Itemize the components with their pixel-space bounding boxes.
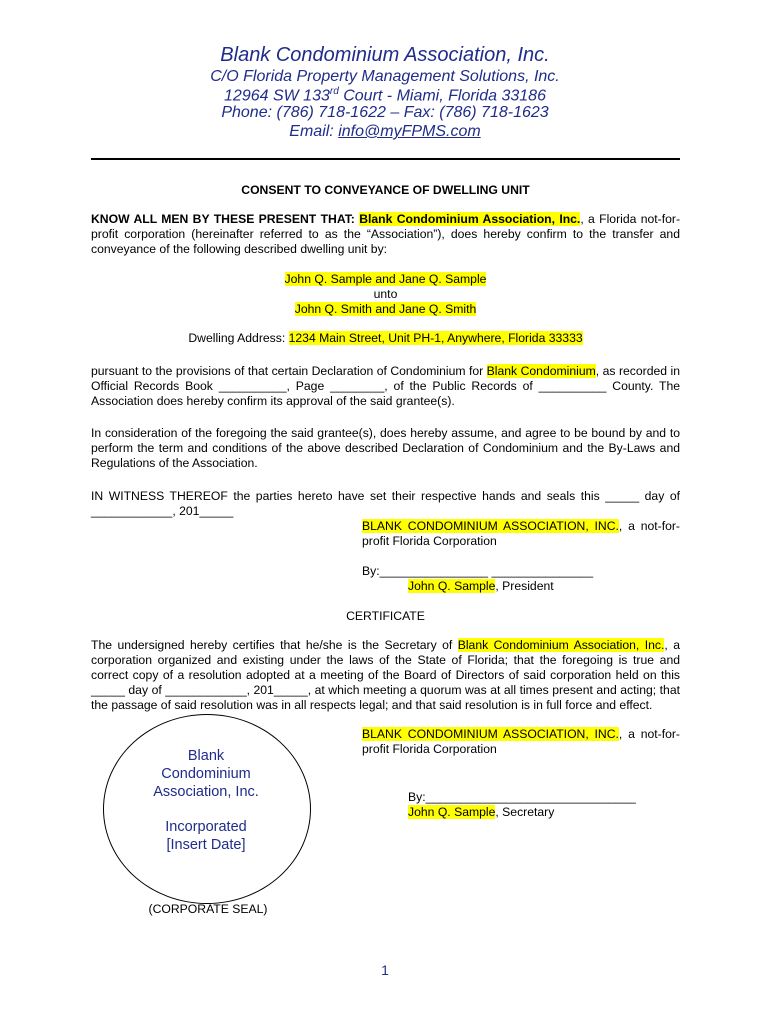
intro-heading: KNOW ALL MEN BY THESE PRESENT THAT: <box>91 212 355 226</box>
witness-paragraph: IN WITNESS THEREOF the parties hereto have set their respective hands and seals this _____ day of ____________, 201_____ <box>91 489 680 518</box>
document-title: CONSENT TO CONVEYANCE OF DWELLING UNIT <box>241 183 530 197</box>
seal-line-3: Association, Inc. <box>153 784 259 800</box>
grantors: John Q. Sample and Jane Q. Sample <box>284 272 487 286</box>
dwelling-label: Dwelling Address: <box>188 331 289 345</box>
seal-line-4: Incorporated <box>165 819 247 835</box>
signature-block-president <box>362 519 680 549</box>
unto-label: unto <box>373 287 398 301</box>
certificate-heading: CERTIFICATE <box>346 609 425 623</box>
sig1-by-line: By:________________ _______________ <box>362 564 594 578</box>
email-label: Email: <box>289 123 339 140</box>
letterhead-association-name: Blank Condominium Association, Inc. <box>220 44 550 66</box>
seal-caption: (CORPORATE SEAL) <box>148 902 268 916</box>
consideration-paragraph: In consideration of the foregoing the said grantee(s), does hereby assume, and agree to be bound by and to perform the term and conditions of the above described Declaration of Condominium and the By-Laws and Regulations of the Association. <box>91 426 680 470</box>
dwelling-address: 1234 Main Street, Unit PH-1, Anywhere, Florida 33333 <box>288 331 583 345</box>
sig2-corporation: BLANK CONDOMINIUM ASSOCIATION, INC. <box>362 727 619 741</box>
pursuant-text-a: pursuant to the provisions of that certain Declaration of Condominium for <box>91 364 487 378</box>
sig2-by-line: By:_______________________________ <box>408 790 636 804</box>
email-link[interactable]: info@myFPMS.com <box>338 123 481 140</box>
sig1-corporation: BLANK CONDOMINIUM ASSOCIATION, INC. <box>362 519 619 533</box>
pursuant-condominium: Blank Condominium <box>486 364 596 378</box>
sig2-corporation-type: , a not-for-profit Florida Corporation <box>362 727 680 756</box>
dwelling-address-line <box>91 331 680 346</box>
seal-line-2: Condominium <box>161 766 251 782</box>
page-number: 1 <box>381 962 389 978</box>
grantees: John Q. Smith and Jane Q. Smith <box>294 302 477 316</box>
sig1-corporation-type: , a not-for-profit Florida Corporation <box>362 519 680 548</box>
parties-block <box>91 272 680 317</box>
address-superscript: rd <box>329 86 339 97</box>
sig2-signer <box>408 805 680 820</box>
pursuant-paragraph <box>91 364 680 409</box>
sig1-signer <box>408 579 680 594</box>
seal-text <box>103 747 309 854</box>
sig2-title: , Secretary <box>495 805 555 819</box>
sig1-title: , President <box>495 579 554 593</box>
cert-association: Blank Condominium Association, Inc. <box>457 638 665 652</box>
letterhead-address <box>0 86 770 105</box>
sig2-name: John Q. Sample <box>408 805 496 819</box>
signature-block-secretary <box>362 727 680 757</box>
cert-text-a: The undersigned hereby certifies that he/she is the Secretary of <box>91 638 458 652</box>
letterhead-phone-fax: Phone: (786) 718-1622 – Fax: (786) 718-1623 <box>221 104 549 121</box>
sig1-name: John Q. Sample <box>408 579 496 593</box>
header-divider <box>91 158 680 160</box>
letterhead-email <box>0 123 770 141</box>
cert-text-b: , a corporation organized and existing under the laws of the State of Florida; that the foregoing is true and correct copy of a resolution adopted at a meeting of the Board of Directors of said corporation held on this _____ day of ____________, 201_____, at which meeting a quorum was at all times present and acting; that the passage of said resolution was in all respects legal; and that said resolution is in full force and effect. <box>91 638 680 712</box>
seal-line-1: Blank <box>187 748 225 764</box>
letterhead-care-of: C/O Florida Property Management Solutions, Inc. <box>210 68 560 85</box>
seal-line-5: [Insert Date] <box>166 837 246 853</box>
intro-association: Blank Condominium Association, Inc. <box>359 212 581 226</box>
address-street: 12964 SW 133 <box>224 87 330 105</box>
pursuant-text-b: , as recorded in Official Records Book __________, Page ________, of the Public Records of __________ County. The Association does hereby confirm its approval of the said grantee(s). <box>91 364 680 408</box>
address-city: Court - Miami, Florida 33186 <box>338 87 546 105</box>
certificate-paragraph <box>91 638 680 713</box>
intro-paragraph <box>91 212 680 257</box>
intro-text: , a Florida not-for-profit corporation (hereinafter referred to as the “Association”), does hereby confirm to the transfer and conveyance of the following described dwelling unit by: <box>91 212 681 256</box>
